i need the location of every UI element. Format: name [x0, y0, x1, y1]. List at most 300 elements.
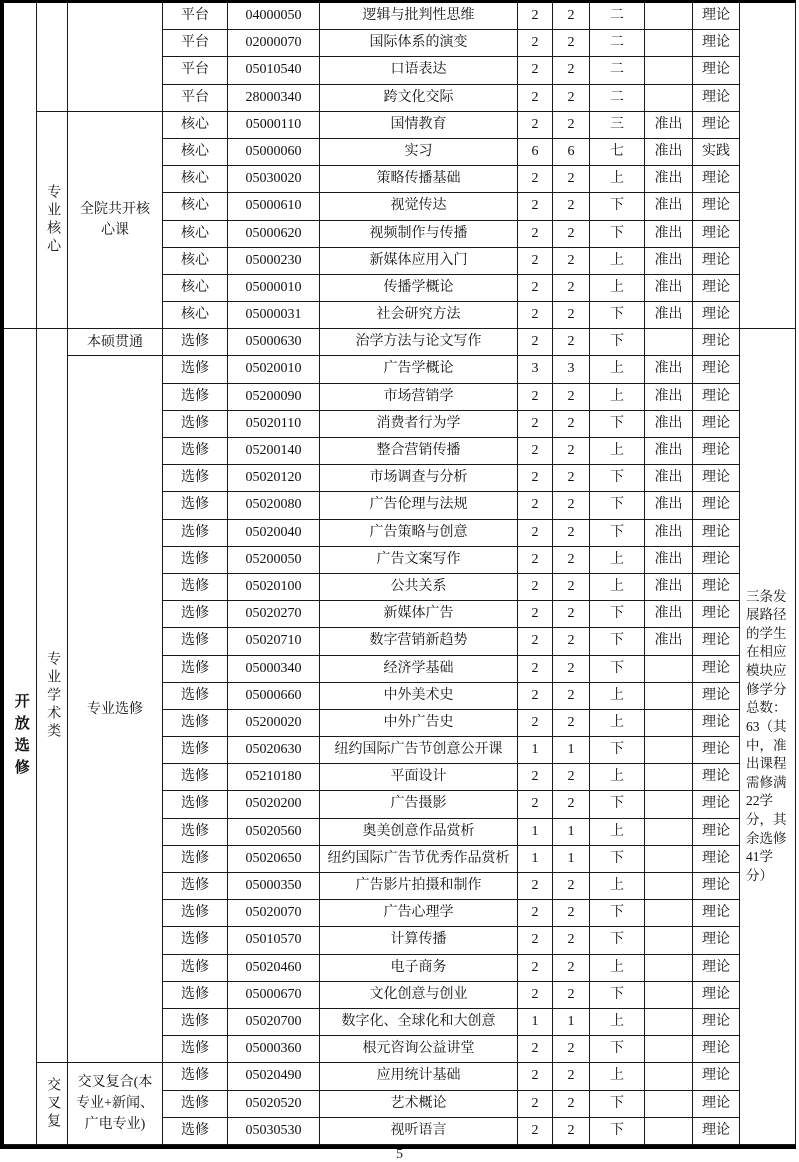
course-nature-cell: 理论: [693, 656, 740, 683]
course-code-cell: 05020630: [228, 737, 320, 764]
course-nature-cell: 理论: [693, 547, 740, 574]
course-name-cell: 广告摄影: [320, 791, 518, 818]
course-type-cell: 选修: [163, 547, 228, 574]
course-credits-cell: 2: [518, 982, 553, 1009]
course-hours-cell: 2: [553, 601, 590, 628]
course-hours-cell: 2: [553, 465, 590, 492]
course-nature-cell: 理论: [693, 764, 740, 791]
course-term-cell: 上: [590, 1009, 645, 1036]
course-code-cell: 05200090: [228, 384, 320, 411]
course-credits-cell: 2: [518, 955, 553, 982]
course-code-cell: 28000340: [228, 85, 320, 112]
course-exit-flag-cell: [645, 1036, 693, 1063]
course-term-cell: 下: [590, 465, 645, 492]
course-hours-cell: 2: [553, 1063, 590, 1090]
course-term-cell: 上: [590, 384, 645, 411]
course-nature-cell: 理论: [693, 1118, 740, 1145]
course-code-cell: 05200140: [228, 438, 320, 465]
course-type-cell: 选修: [163, 1009, 228, 1036]
course-hours-cell: 2: [553, 1118, 590, 1145]
credit-note-cell-1: 三条发展路径的学生在相应模块应修学分总数：63（其中，准出课程需修满22学分，其余选修41学分）: [740, 329, 796, 1145]
course-hours-cell: 2: [553, 302, 590, 329]
course-hours-cell: 2: [553, 112, 590, 139]
course-term-cell: 下: [590, 1118, 645, 1145]
course-credits-cell: 2: [518, 221, 553, 248]
course-term-cell: 下: [590, 520, 645, 547]
course-exit-flag-cell: [645, 846, 693, 873]
course-type-cell: 选修: [163, 411, 228, 438]
course-hours-cell: 2: [553, 873, 590, 900]
course-exit-flag-cell: [645, 683, 693, 710]
course-nature-cell: 理论: [693, 193, 740, 220]
course-hours-cell: 2: [553, 982, 590, 1009]
course-exit-flag-cell: [645, 737, 693, 764]
course-nature-cell: 理论: [693, 520, 740, 547]
course-name-cell: 治学方法与论文写作: [320, 329, 518, 356]
course-nature-cell: 实践: [693, 139, 740, 166]
course-exit-flag-cell: 准出: [645, 438, 693, 465]
course-code-cell: 04000050: [228, 3, 320, 30]
category-group-cell-1: 专业核心: [37, 112, 68, 330]
course-nature-cell: 理论: [693, 1091, 740, 1118]
course-nature-cell: 理论: [693, 492, 740, 519]
course-type-cell: 选修: [163, 982, 228, 1009]
course-exit-flag-cell: 准出: [645, 574, 693, 601]
course-credits-cell: 2: [518, 384, 553, 411]
course-code-cell: 05020270: [228, 601, 320, 628]
course-code-cell: 05000630: [228, 329, 320, 356]
course-exit-flag-cell: 准出: [645, 221, 693, 248]
course-name-cell: 广告心理学: [320, 900, 518, 927]
course-hours-cell: 1: [553, 1009, 590, 1036]
course-exit-flag-cell: [645, 873, 693, 900]
course-exit-flag-cell: 准出: [645, 193, 693, 220]
course-credits-cell: 2: [518, 710, 553, 737]
course-nature-cell: 理论: [693, 846, 740, 873]
course-code-cell: 05020110: [228, 411, 320, 438]
course-exit-flag-cell: 准出: [645, 547, 693, 574]
course-hours-cell: 2: [553, 927, 590, 954]
course-name-cell: 应用统计基础: [320, 1063, 518, 1090]
subcategory-group-cell-4: 交叉复合(本专业+新闻、广电专业): [68, 1063, 163, 1145]
course-code-cell: 05000620: [228, 221, 320, 248]
course-exit-flag-cell: [645, 656, 693, 683]
course-credits-cell: 2: [518, 465, 553, 492]
course-term-cell: 下: [590, 193, 645, 220]
course-term-cell: 上: [590, 356, 645, 383]
course-name-cell: 策略传播基础: [320, 166, 518, 193]
course-code-cell: 05000360: [228, 1036, 320, 1063]
course-hours-cell: 2: [553, 520, 590, 547]
course-code-cell: 05030020: [228, 166, 320, 193]
course-nature-cell: 理论: [693, 955, 740, 982]
course-name-cell: 视频制作与传播: [320, 221, 518, 248]
course-hours-cell: 2: [553, 955, 590, 982]
course-hours-cell: 2: [553, 1091, 590, 1118]
course-code-cell: 05020080: [228, 492, 320, 519]
course-code-cell: 05010570: [228, 927, 320, 954]
course-name-cell: 逻辑与批判性思维: [320, 3, 518, 30]
course-exit-flag-cell: 准出: [645, 112, 693, 139]
course-credits-cell: 2: [518, 57, 553, 84]
course-type-cell: 选修: [163, 1091, 228, 1118]
course-type-cell: 平台: [163, 3, 228, 30]
course-hours-cell: 2: [553, 764, 590, 791]
course-code-cell: 05200020: [228, 710, 320, 737]
course-name-cell: 广告影片拍摄和制作: [320, 873, 518, 900]
course-term-cell: 上: [590, 683, 645, 710]
course-credits-cell: 6: [518, 139, 553, 166]
course-type-cell: 选修: [163, 710, 228, 737]
course-code-cell: 05020520: [228, 1091, 320, 1118]
course-exit-flag-cell: [645, 329, 693, 356]
course-type-cell: 选修: [163, 955, 228, 982]
course-credits-cell: 2: [518, 1118, 553, 1145]
course-term-cell: 下: [590, 411, 645, 438]
course-exit-flag-cell: [645, 710, 693, 737]
course-hours-cell: 1: [553, 846, 590, 873]
course-hours-cell: 2: [553, 656, 590, 683]
course-credits-cell: 3: [518, 356, 553, 383]
course-exit-flag-cell: [645, 900, 693, 927]
course-name-cell: 广告策略与创意: [320, 520, 518, 547]
course-term-cell: 上: [590, 873, 645, 900]
course-credits-cell: 2: [518, 302, 553, 329]
course-hours-cell: 2: [553, 492, 590, 519]
course-type-cell: 选修: [163, 791, 228, 818]
course-name-cell: 国际体系的演变: [320, 30, 518, 57]
category-group-cell-3: 交叉复: [37, 1063, 68, 1145]
course-name-cell: 电子商务: [320, 955, 518, 982]
course-hours-cell: 2: [553, 275, 590, 302]
course-name-cell: 平面设计: [320, 764, 518, 791]
course-nature-cell: 理论: [693, 411, 740, 438]
course-hours-cell: 2: [553, 166, 590, 193]
course-hours-cell: 2: [553, 438, 590, 465]
course-term-cell: 下: [590, 302, 645, 329]
course-hours-cell: 2: [553, 248, 590, 275]
course-nature-cell: 理论: [693, 465, 740, 492]
course-nature-cell: 理论: [693, 791, 740, 818]
course-credits-cell: 2: [518, 3, 553, 30]
course-name-cell: 数字营销新趋势: [320, 628, 518, 655]
course-nature-cell: 理论: [693, 275, 740, 302]
course-code-cell: 05000350: [228, 873, 320, 900]
course-nature-cell: 理论: [693, 30, 740, 57]
course-code-cell: 05000031: [228, 302, 320, 329]
course-exit-flag-cell: [645, 764, 693, 791]
course-nature-cell: 理论: [693, 900, 740, 927]
course-name-cell: 国情教育: [320, 112, 518, 139]
course-exit-flag-cell: 准出: [645, 492, 693, 519]
course-term-cell: 下: [590, 1036, 645, 1063]
course-code-cell: 05210180: [228, 764, 320, 791]
course-code-cell: 05020120: [228, 465, 320, 492]
course-exit-flag-cell: [645, 955, 693, 982]
course-exit-flag-cell: [645, 982, 693, 1009]
course-name-cell: 广告伦理与法规: [320, 492, 518, 519]
page-number: 5: [396, 1147, 403, 1162]
course-nature-cell: 理论: [693, 3, 740, 30]
course-type-cell: 核心: [163, 139, 228, 166]
category-group-cell-2: 专业学术类: [37, 329, 68, 1063]
course-type-cell: 平台: [163, 30, 228, 57]
course-term-cell: 上: [590, 275, 645, 302]
course-code-cell: 05000010: [228, 275, 320, 302]
course-credits-cell: 2: [518, 248, 553, 275]
course-nature-cell: 理论: [693, 628, 740, 655]
course-term-cell: 上: [590, 819, 645, 846]
course-credits-cell: 1: [518, 819, 553, 846]
course-nature-cell: 理论: [693, 57, 740, 84]
course-term-cell: 下: [590, 927, 645, 954]
course-code-cell: 05000340: [228, 656, 320, 683]
course-term-cell: 下: [590, 492, 645, 519]
course-exit-flag-cell: [645, 819, 693, 846]
course-code-cell: 05020700: [228, 1009, 320, 1036]
course-term-cell: 上: [590, 438, 645, 465]
course-type-cell: 选修: [163, 900, 228, 927]
course-type-cell: 选修: [163, 356, 228, 383]
course-name-cell: 公共关系: [320, 574, 518, 601]
course-type-cell: 选修: [163, 873, 228, 900]
course-code-cell: 05030530: [228, 1118, 320, 1145]
course-nature-cell: 理论: [693, 683, 740, 710]
course-name-cell: 社会研究方法: [320, 302, 518, 329]
course-credits-cell: 2: [518, 112, 553, 139]
course-exit-flag-cell: 准出: [645, 384, 693, 411]
course-type-cell: 选修: [163, 819, 228, 846]
course-nature-cell: 理论: [693, 85, 740, 112]
course-code-cell: 05020650: [228, 846, 320, 873]
course-credits-cell: 2: [518, 166, 553, 193]
course-credits-cell: 2: [518, 791, 553, 818]
course-name-cell: 广告文案写作: [320, 547, 518, 574]
course-credits-cell: 2: [518, 601, 553, 628]
course-name-cell: 视觉传达: [320, 193, 518, 220]
course-exit-flag-cell: 准出: [645, 628, 693, 655]
course-exit-flag-cell: 准出: [645, 601, 693, 628]
course-hours-cell: 3: [553, 356, 590, 383]
course-term-cell: 下: [590, 900, 645, 927]
course-term-cell: 上: [590, 547, 645, 574]
course-credits-cell: 2: [518, 85, 553, 112]
course-nature-cell: 理论: [693, 601, 740, 628]
course-nature-cell: 理论: [693, 1036, 740, 1063]
course-exit-flag-cell: [645, 57, 693, 84]
course-term-cell: 上: [590, 248, 645, 275]
course-hours-cell: 2: [553, 221, 590, 248]
course-code-cell: 05020070: [228, 900, 320, 927]
course-credits-cell: 2: [518, 492, 553, 519]
course-type-cell: 选修: [163, 764, 228, 791]
course-exit-flag-cell: 准出: [645, 356, 693, 383]
course-term-cell: 下: [590, 656, 645, 683]
course-hours-cell: 1: [553, 737, 590, 764]
course-term-cell: 下: [590, 329, 645, 356]
course-credits-cell: 1: [518, 737, 553, 764]
course-type-cell: 选修: [163, 465, 228, 492]
course-term-cell: 上: [590, 764, 645, 791]
course-code-cell: 05020490: [228, 1063, 320, 1090]
course-type-cell: 选修: [163, 683, 228, 710]
course-hours-cell: 2: [553, 791, 590, 818]
course-nature-cell: 理论: [693, 112, 740, 139]
course-code-cell: 05000660: [228, 683, 320, 710]
course-hours-cell: 2: [553, 85, 590, 112]
course-nature-cell: 理论: [693, 737, 740, 764]
course-exit-flag-cell: [645, 30, 693, 57]
course-exit-flag-cell: 准出: [645, 520, 693, 547]
course-credits-cell: 1: [518, 846, 553, 873]
course-type-cell: 核心: [163, 221, 228, 248]
course-term-cell: 上: [590, 574, 645, 601]
course-code-cell: 05020710: [228, 628, 320, 655]
course-type-cell: 选修: [163, 846, 228, 873]
course-name-cell: 新媒体广告: [320, 601, 518, 628]
course-name-cell: 口语表达: [320, 57, 518, 84]
course-nature-cell: 理论: [693, 221, 740, 248]
course-nature-cell: 理论: [693, 873, 740, 900]
course-nature-cell: 理论: [693, 302, 740, 329]
course-term-cell: 下: [590, 628, 645, 655]
course-code-cell: 05020200: [228, 791, 320, 818]
course-credits-cell: 2: [518, 329, 553, 356]
course-name-cell: 中外美术史: [320, 683, 518, 710]
course-hours-cell: 2: [553, 193, 590, 220]
course-nature-cell: 理论: [693, 329, 740, 356]
course-hours-cell: 2: [553, 547, 590, 574]
course-credits-cell: 2: [518, 1036, 553, 1063]
course-hours-cell: 2: [553, 574, 590, 601]
course-name-cell: 市场营销学: [320, 384, 518, 411]
course-code-cell: 05020460: [228, 955, 320, 982]
course-type-cell: 平台: [163, 85, 228, 112]
course-name-cell: 消费者行为学: [320, 411, 518, 438]
course-term-cell: 二: [590, 57, 645, 84]
course-credits-cell: 2: [518, 275, 553, 302]
course-type-cell: 核心: [163, 275, 228, 302]
course-hours-cell: 2: [553, 900, 590, 927]
course-nature-cell: 理论: [693, 982, 740, 1009]
course-hours-cell: 2: [553, 1036, 590, 1063]
subcategory-group-cell-3: 专业选修: [68, 356, 163, 1063]
course-credits-cell: 2: [518, 1091, 553, 1118]
course-code-cell: 05000060: [228, 139, 320, 166]
course-name-cell: 广告学概论: [320, 356, 518, 383]
course-nature-cell: 理论: [693, 710, 740, 737]
course-credits-cell: 2: [518, 628, 553, 655]
course-term-cell: 上: [590, 1063, 645, 1090]
course-name-cell: 新媒体应用入门: [320, 248, 518, 275]
course-term-cell: 上: [590, 955, 645, 982]
course-code-cell: 05000230: [228, 248, 320, 275]
course-exit-flag-cell: 准出: [645, 166, 693, 193]
course-exit-flag-cell: 准出: [645, 139, 693, 166]
course-exit-flag-cell: 准出: [645, 248, 693, 275]
course-hours-cell: 2: [553, 329, 590, 356]
course-name-cell: 纽约国际广告节优秀作品赏析: [320, 846, 518, 873]
course-exit-flag-cell: [645, 1063, 693, 1090]
course-nature-cell: 理论: [693, 819, 740, 846]
course-type-cell: 核心: [163, 166, 228, 193]
course-code-cell: 05200050: [228, 547, 320, 574]
course-exit-flag-cell: [645, 791, 693, 818]
course-type-cell: 选修: [163, 1036, 228, 1063]
course-type-cell: 平台: [163, 57, 228, 84]
course-exit-flag-cell: 准出: [645, 465, 693, 492]
course-term-cell: 二: [590, 3, 645, 30]
course-code-cell: 05000670: [228, 982, 320, 1009]
course-nature-cell: 理论: [693, 248, 740, 275]
course-type-cell: 选修: [163, 438, 228, 465]
course-term-cell: 下: [590, 221, 645, 248]
course-name-cell: 经济学基础: [320, 656, 518, 683]
course-type-cell: 选修: [163, 656, 228, 683]
course-name-cell: 奥美创意作品赏析: [320, 819, 518, 846]
course-code-cell: 05000610: [228, 193, 320, 220]
course-type-cell: 选修: [163, 384, 228, 411]
course-hours-cell: 2: [553, 411, 590, 438]
course-hours-cell: 1: [553, 819, 590, 846]
course-hours-cell: 6: [553, 139, 590, 166]
course-exit-flag-cell: [645, 85, 693, 112]
course-nature-cell: 理论: [693, 1063, 740, 1090]
course-exit-flag-cell: [645, 1091, 693, 1118]
course-name-cell: 实习: [320, 139, 518, 166]
module-group-cell-1: 开放选修: [4, 329, 37, 1145]
course-credits-cell: 2: [518, 547, 553, 574]
course-exit-flag-cell: 准出: [645, 302, 693, 329]
course-type-cell: 选修: [163, 927, 228, 954]
subcategory-group-cell-2: 本硕贯通: [68, 329, 163, 356]
course-term-cell: 下: [590, 1091, 645, 1118]
course-hours-cell: 2: [553, 710, 590, 737]
course-type-cell: 选修: [163, 1063, 228, 1090]
course-type-cell: 选修: [163, 628, 228, 655]
course-nature-cell: 理论: [693, 574, 740, 601]
course-code-cell: 05000110: [228, 112, 320, 139]
course-name-cell: 视听语言: [320, 1118, 518, 1145]
course-hours-cell: 2: [553, 3, 590, 30]
course-term-cell: 二: [590, 30, 645, 57]
course-nature-cell: 理论: [693, 1009, 740, 1036]
subcategory-group-cell-1: 全院共开核心课: [68, 112, 163, 330]
course-term-cell: 七: [590, 139, 645, 166]
course-hours-cell: 2: [553, 683, 590, 710]
credit-note-cell-0: [740, 3, 796, 329]
course-exit-flag-cell: 准出: [645, 411, 693, 438]
course-term-cell: 三: [590, 112, 645, 139]
course-credits-cell: 2: [518, 656, 553, 683]
course-type-cell: 核心: [163, 112, 228, 139]
course-credits-cell: 2: [518, 30, 553, 57]
course-type-cell: 选修: [163, 601, 228, 628]
course-nature-cell: 理论: [693, 927, 740, 954]
course-exit-flag-cell: [645, 927, 693, 954]
course-exit-flag-cell: [645, 1009, 693, 1036]
course-exit-flag-cell: [645, 3, 693, 30]
course-nature-cell: 理论: [693, 384, 740, 411]
course-exit-flag-cell: 准出: [645, 275, 693, 302]
course-term-cell: 下: [590, 737, 645, 764]
course-type-cell: 核心: [163, 193, 228, 220]
course-name-cell: 整合营销传播: [320, 438, 518, 465]
course-type-cell: 选修: [163, 329, 228, 356]
course-credits-cell: 1: [518, 1009, 553, 1036]
course-code-cell: 05020010: [228, 356, 320, 383]
course-type-cell: 核心: [163, 302, 228, 329]
